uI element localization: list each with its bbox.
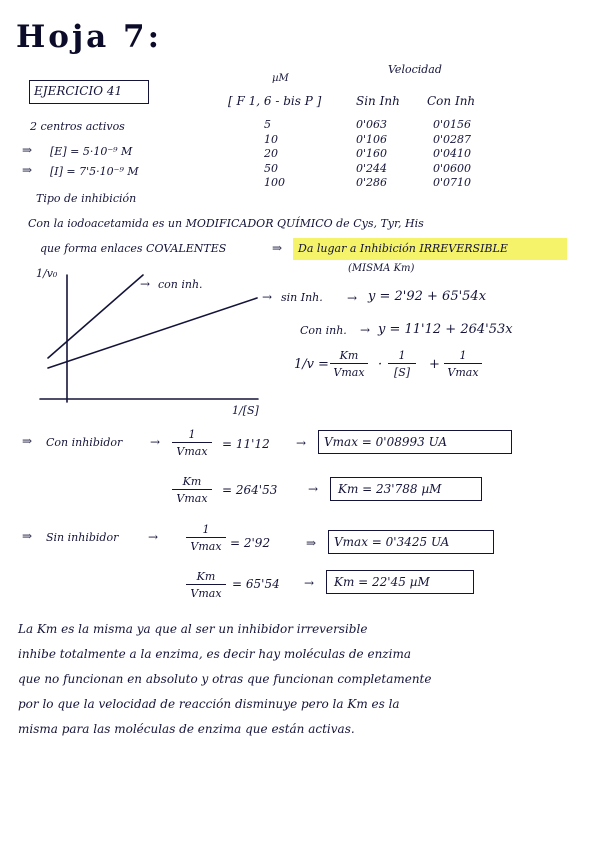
conclusion-line-3: que no funcionan en absoluto y otras que funcionan completamente [18,672,432,686]
active-centers: 2 centros activos [30,120,125,133]
table-cell: 0'0600 [433,161,472,175]
calc-sin-fraction-2 [186,570,226,600]
velocity-header: Velocidad [388,63,442,76]
arrow-icon: ⇒ [22,529,33,543]
arrow-icon: → [360,323,371,337]
line-con-inhibitor [48,275,143,358]
arrow-icon: ⇒ [22,143,33,157]
table-cell: 0'160 [356,147,388,160]
arrow-icon: → [304,576,315,590]
y-axis-label: 1/v₀ [36,267,58,280]
table-cell: 5 [264,118,271,131]
inhibition-line-2: que forma enlaces COVALENTES [40,242,227,255]
numerator: Km [182,475,202,488]
arrow-icon: → [347,291,358,305]
col-header-concentration: [ F 1, 6 - bis P ] [228,94,322,108]
formula-fraction-km-vmax [330,349,368,379]
numerator: 1 [459,349,467,362]
denominator: Vmax [330,363,368,379]
equation-sin: y = 2'92 + 65'54x [368,289,487,304]
line-sin-label: sin Inh. [281,291,323,304]
calc-con-vmax-result: Vmax = 0'08993 UA [324,435,447,449]
table-cell: 0'0156 [433,118,472,131]
arrow-icon: → [148,530,159,544]
arrow-icon: → [150,435,161,449]
arrow-icon: → [262,290,273,304]
inhibition-heading: Tipo de inhibición [36,192,137,205]
page-title: Hoja 7: [16,19,163,55]
calc-con-fraction-2 [172,475,212,505]
irreversible-statement: Da lugar a Inhibición IRREVERSIBLE [298,242,508,255]
equation-con: y = 11'12 + 264'53x [378,322,513,337]
table-cell: 10 [264,132,278,146]
calc-sin-fraction-1 [186,523,226,553]
line-sin-inhibitor [48,298,257,368]
conclusion-line-1: La Km es la misma ya que al ser un inhibidor irreversible [18,622,368,636]
same-km-note: (MISMA Km) [348,263,415,274]
conclusion-line-5: misma para las moléculas de enzima que están activas. [18,722,355,736]
arrow-icon: → [140,277,151,291]
x-axis-label: 1/[S] [232,404,259,417]
denominator: Vmax [186,537,226,553]
conclusion-line-2: inhibe totalmente a la enzima, es decir hay moléculas de enzima [18,647,411,661]
formula-equals: = [318,357,329,372]
inhibitor-concentration: [I] = 7'5·10⁻⁹ M [50,165,139,178]
calc-sin-value-2: = 65'54 [232,577,280,591]
numerator: 1 [188,428,196,441]
formula-fraction-1-vmax [444,349,482,379]
denominator: [S] [388,363,416,379]
denominator: Vmax [444,363,482,379]
arrow-icon: ⇒ [306,536,317,550]
calc-con-label: Con inhibidor [46,436,123,449]
calc-sin-km-result: Km = 22'45 µM [334,575,430,589]
numerator: 1 [398,349,406,362]
formula-lhs: 1/v [294,357,314,372]
arrow-icon: → [308,482,319,496]
calc-con-value-2: = 264'53 [222,483,278,497]
numerator: Km [196,570,216,583]
col-header-con: Con Inh [427,94,476,108]
table-cell: 0'0287 [433,132,472,146]
table-cell: 0'0710 [433,176,472,189]
table-cell: 100 [264,176,285,189]
calc-sin-label: Sin inhibidor [46,531,119,544]
table-cell: 0'106 [356,132,388,146]
denominator: Vmax [186,584,226,600]
formula-plus: + [429,357,440,372]
table-cell: 0'063 [356,118,388,131]
calc-con-km-result: Km = 23'788 µM [338,482,442,496]
calc-sin-value-1: = 2'92 [230,536,271,550]
calc-con-fraction-1 [172,428,212,458]
arrow-icon: ⇒ [22,163,33,177]
formula-fraction-1-s [388,349,416,379]
equation-con-prefix: Con inh. [300,324,347,337]
denominator: Vmax [172,442,212,458]
col-header-sin: Sin Inh [356,94,400,108]
formula-dot: · [378,357,383,372]
exercise-label: EJERCICIO 41 [34,84,123,98]
inhibition-line-1: Con la iodoacetamida es un MODIFICADOR QUÍMICO de Cys, Tyr, His [28,217,424,230]
numerator: Km [339,349,359,362]
table-cell: 20 [264,147,278,160]
table-cell: 50 [264,161,278,175]
denominator: Vmax [172,489,212,505]
table-cell: 0'0410 [433,147,472,160]
line-con-label: con inh. [158,278,203,291]
numerator: 1 [202,523,210,536]
unit-label: µM [272,73,289,84]
conclusion-line-4: por lo que la velocidad de reacción disminuye pero la Km es la [18,697,400,711]
table-cell: 0'244 [356,161,388,175]
arrow-icon: → [296,436,307,450]
arrow-icon: ⇒ [22,434,33,448]
calc-sin-vmax-result: Vmax = 0'3425 UA [334,535,450,549]
enzyme-concentration: [E] = 5·10⁻⁹ M [50,145,133,158]
arrow-icon: ⇒ [272,241,283,255]
table-cell: 0'286 [356,176,388,189]
calc-con-value-1: = 11'12 [222,437,270,451]
